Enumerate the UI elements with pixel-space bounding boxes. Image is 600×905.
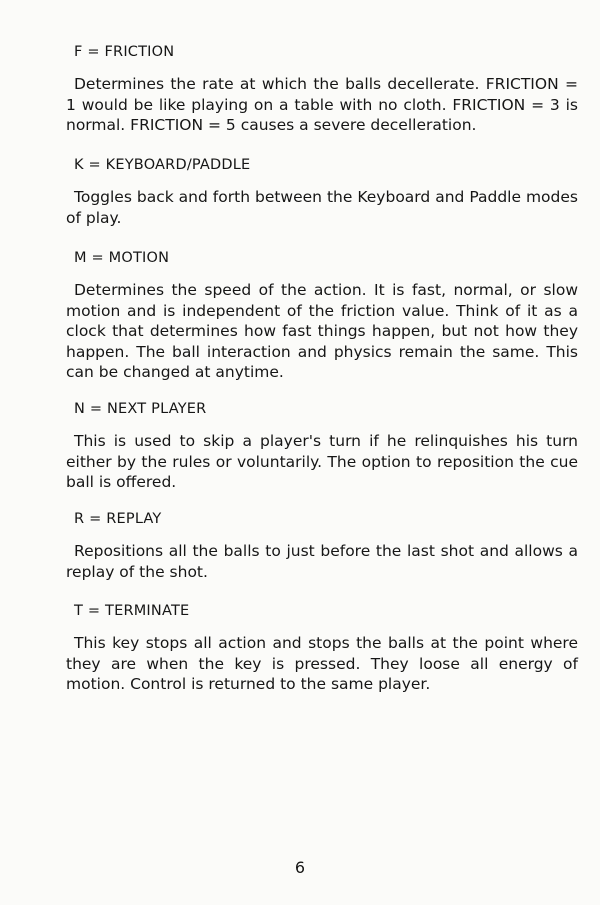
section-heading: R = REPLAY [74,511,162,527]
section-replay [66,509,578,582]
section-terminate [66,601,578,695]
section-body: Repositions all the balls to just before the last shot and allows a replay of the shot. [66,542,578,581]
section-heading: F = FRICTION [74,44,175,60]
section-body: Determines the speed of the action. It is fast, normal, or slow motion and is independent of the friction value. Think of it as a clock that determines how fast things happen, but not how they happen. The ball interaction and physics remain the same. This can be changed at anytime. [66,281,578,381]
section-friction [66,42,578,136]
section-next-player [66,399,578,493]
section-heading: K = KEYBOARD/PADDLE [74,157,251,173]
section-body: Toggles back and forth between the Keyboard and Paddle modes of play. [66,188,578,227]
page-number: 6 [294,858,306,877]
section-heading: M = MOTION [74,250,170,266]
section-body: This is used to skip a player's turn if he relinquishes his turn either by the rules or voluntarily. The option to reposition the cue ball is offered. [66,432,578,491]
section-heading: T = TERMINATE [74,603,190,619]
section-body: This key stops all action and stops the balls at the point where they are when the key is pressed. They loose all energy of motion. Control is returned to the same player. [66,634,578,693]
section-motion [66,248,578,383]
section-heading: N = NEXT PLAYER [74,401,207,417]
section-body: Determines the rate at which the balls decellerate. FRICTION = 1 would be like playing on a table with no cloth. FRICTION = 3 is normal. FRICTION = 5 causes a severe decelleration. [66,75,578,134]
section-keyboard-paddle [66,155,578,228]
